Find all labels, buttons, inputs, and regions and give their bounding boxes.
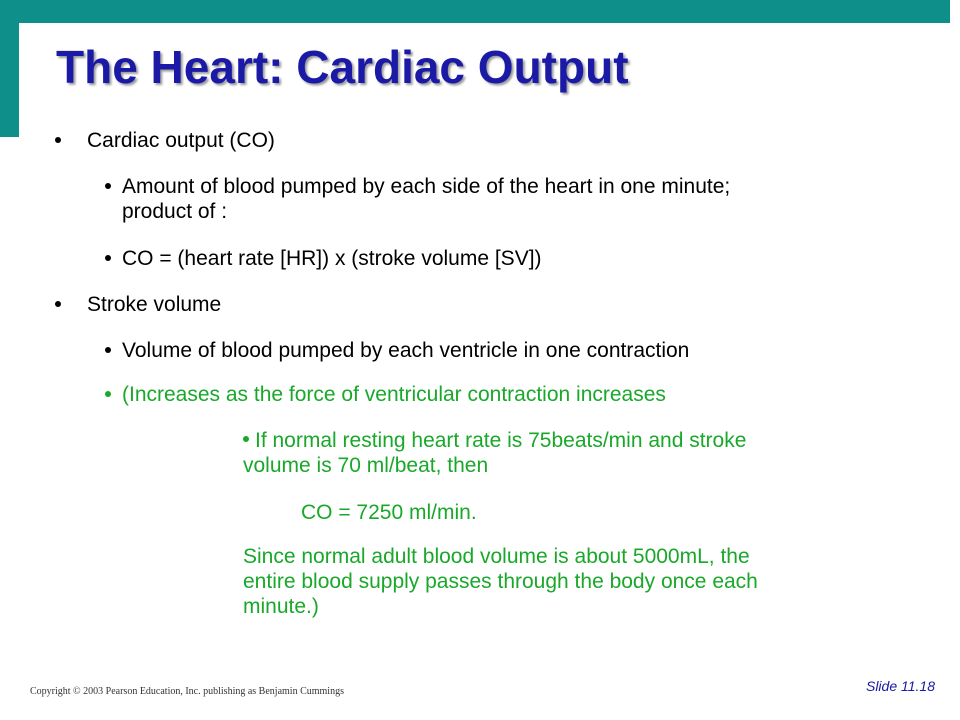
bullet-icon — [243, 436, 249, 442]
bullet-icon — [105, 183, 111, 189]
bullet-co-definition-line2: product of : — [122, 200, 228, 223]
bullet-co-heading: Cardiac output (CO) — [87, 129, 275, 152]
bullet-icon — [55, 301, 61, 307]
since-line2: entire blood supply passes through the body once each — [243, 570, 758, 593]
copyright-notice: Copyright © 2003 Pearson Education, Inc. publishing as Benjamin Cummings — [30, 686, 344, 697]
example-line1 — [243, 428, 746, 453]
co-result: CO = 7250 ml/min. — [301, 501, 477, 524]
bullet-sv-definition: Volume of blood pumped by each ventricle in one contraction — [122, 339, 690, 362]
bullet-icon — [105, 255, 111, 261]
bullet-icon — [105, 347, 111, 353]
slide-title: The Heart: Cardiac Output — [56, 41, 629, 93]
example-line2: volume is 70 ml/beat, then — [243, 454, 489, 477]
bullet-co-definition-line1: Amount of blood pumped by each side of the heart in one minute; — [122, 175, 731, 198]
since-line1: Since normal adult blood volume is about 5000mL, the — [243, 545, 750, 568]
bullet-sv-increase: (Increases as the force of ventricular contraction increases — [122, 383, 666, 406]
slide-number: Slide 11.18 — [865, 678, 935, 694]
bullet-sv-heading: Stroke volume — [87, 293, 222, 316]
bullet-icon — [55, 137, 61, 143]
top-accent-bar — [0, 0, 950, 23]
example-line1-text: If normal resting heart rate is 75beats/min and stroke — [255, 429, 747, 452]
since-line3: minute.) — [243, 595, 319, 618]
bullet-co-formula: CO = (heart rate [HR]) x (stroke volume [SV]) — [122, 247, 542, 270]
left-accent-bar — [0, 0, 19, 137]
bullet-icon — [105, 391, 111, 397]
